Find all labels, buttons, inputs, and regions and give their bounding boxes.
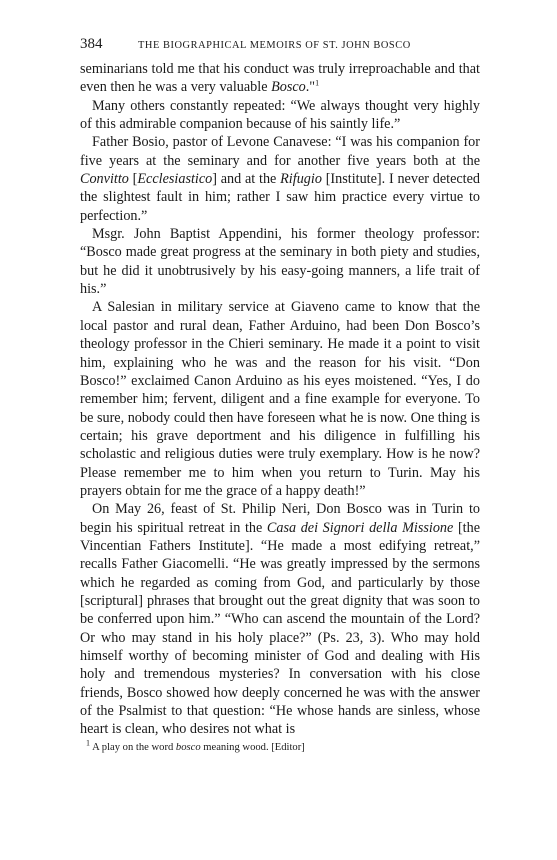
text-run: On May 26, feast of St. Philip Neri, Don Bosco was in Turin to begin his spiritual retreat in the [80,501,480,536]
text-run: [ [128,171,138,188]
text-run: meaning wood. [Editor] [200,741,305,753]
text-run: [Institute]. I never detected the slightest fault in him; rather I saw him practice every virtue to perfection.” [80,171,481,224]
text-run: A Salesian in military service at Giaveno came to know that the local pastor and rural dean, Father Arduino, had been Don Bosco’s theology professor in the Chieri seminary. He made it a point to visit him, explaining who he was and the reason for his visit. “Don Bosco!” exclaimed Canon Arduino as his eyes moistened. “Yes, I do remember him; fervent, diligent and a fine example for everyone. To be sure, nobody could then have foreseen what he is now. One thing is certain; his grave deportment and his diligence in fulfilling his scholastic and religious duties were truly exemplary. How is he now? Please remember me to him when you return to Turin. May his prayers obtain for me the grace of a happy death!” [80,299,480,499]
body-text [80,60,480,739]
footnote-marker: 1 [86,738,90,748]
paragraph [80,60,480,97]
text-run: ." [305,79,316,96]
text-run: Father Bosio, pastor of Levone Canavese: “I was his companion for five years at the seminary and for another five years both at the [80,134,480,169]
italic-text: Casa dei Signori della Missione [266,519,454,536]
text-run: A play on the word [90,741,176,753]
paragraph [80,225,480,298]
running-head: THE BIOGRAPHICAL MEMOIRS OF ST. JOHN BOSCO [138,40,411,51]
italic-text: Ecclesiastico [137,171,213,188]
italic-text: Bosco [271,79,306,96]
page-number: 384 [80,36,103,52]
footnote [80,738,480,755]
page-header [80,36,480,58]
paragraph [80,97,480,134]
text-run: [the Vincentian Fathers Institute]. “He made a most edifying retreat,” recalls Father Giacomelli. “He was greatly impressed by the sermons which he regarded as coming from God, and particularly by those [scriptural] phrases that brought out the great dignity that was soon to be conferred upon him.” “Who can ascend the mountain of the Lord? Or who may stand in his holy place?” (Ps. 23, 3). Who may hold himself worthy of becoming minister of God and dealing with His holy and tremendous mysteries? In conversation with his close friends, Bosco showed how deeply concerned he was with the answer of the Psalmist to that question: “He whose hands are sinless, whose heart is clean, who desires not what is [80,519,480,738]
book-page [80,36,480,755]
italic-text: Rifugio [280,171,322,188]
italic-text: bosco [175,741,201,753]
paragraph [80,133,480,225]
italic-text: Convitto [80,171,129,188]
text-run: seminarians told me that his conduct was truly irreproachable and that even then he was a very valuable [80,61,480,96]
footnote-marker: 1 [315,78,320,88]
paragraph [80,500,480,738]
paragraph [80,298,480,500]
text-run: Many others constantly repeated: “We always thought very highly of this admirable companion because of his saintly life.” [80,97,480,133]
text-run: Msgr. John Baptist Appendini, his former theology professor: “Bosco made great progress at the seminary in both piety and studies, but he did it unobtrusively by his easy-going manners, a life trait of his.” [80,226,480,298]
text-run: ] and at the [212,171,281,188]
